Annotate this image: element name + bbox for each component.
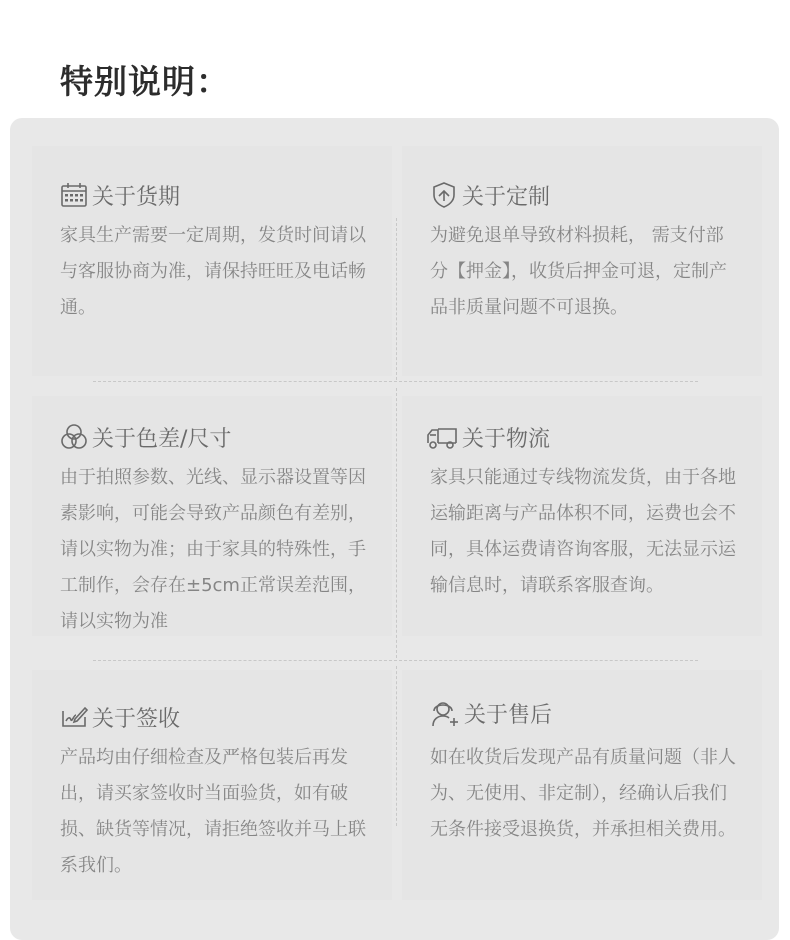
section-body-after-sales: 如在收货后发现产品有质量问题（非人为、无使用、非定制），经确认后我们无条件接受退换货，并承担相关费用。: [430, 747, 736, 840]
section-body-logistics: 家具只能通过专线物流发货，由于各地运输距离与产品体积不同，运费也会不同，具体运费请咨询客服，无法显示运输信息时，请联系客服查询。: [430, 467, 736, 596]
section-title-logistics: [426, 422, 550, 452]
signature-icon: [60, 703, 88, 731]
section-title-custom: [430, 180, 550, 210]
calendar-icon: [60, 181, 88, 209]
page-title: 特别说明：: [60, 62, 230, 101]
section-title-label: 关于色差/尺寸: [92, 426, 232, 452]
section-title-label: 关于物流: [462, 426, 551, 452]
divider-vertical: [396, 218, 397, 380]
section-title-label: 关于货期: [92, 184, 181, 210]
shield-icon: [430, 181, 458, 209]
customer-service-icon: [430, 698, 460, 728]
section-body-custom: 为避免退单导致材料损耗， 需支付部分【押金】，收货后押金可退，定制产品非质量问题不可退换。: [430, 225, 727, 318]
delivery-truck-icon: [426, 423, 458, 451]
divider-vertical: [396, 388, 397, 658]
section-title-label: 关于签收: [92, 706, 181, 732]
divider-horizontal: [93, 381, 698, 382]
divider-horizontal: [93, 660, 698, 661]
section-title-receipt: [60, 702, 180, 732]
color-circles-icon: [60, 423, 88, 451]
section-body-color-size: 由于拍照参数、光线、显示器设置等因素影响，可能会导致产品颜色有差别，请以实物为准；由于家具的特殊性，手工制作，会存在±5cm正常误差范围，请以实物为准: [60, 467, 366, 632]
section-title-label: 关于定制: [462, 184, 551, 210]
notes-panel: [10, 118, 779, 940]
section-body-receipt: 产品均由仔细检查及严格包装后再发出，请买家签收时当面验货，如有破损、缺货等情况，请拒绝签收并马上联系我们。: [60, 747, 366, 876]
section-title-color-size: [60, 422, 231, 452]
section-title-delivery-time: [60, 180, 180, 210]
section-title-label: 关于售后: [464, 702, 553, 728]
section-title-after-sales: [430, 698, 552, 728]
divider-vertical: [396, 666, 397, 826]
section-body-delivery-time: 家具生产需要一定周期，发货时间请以与客服协商为准，请保持旺旺及电话畅通。: [60, 225, 366, 318]
